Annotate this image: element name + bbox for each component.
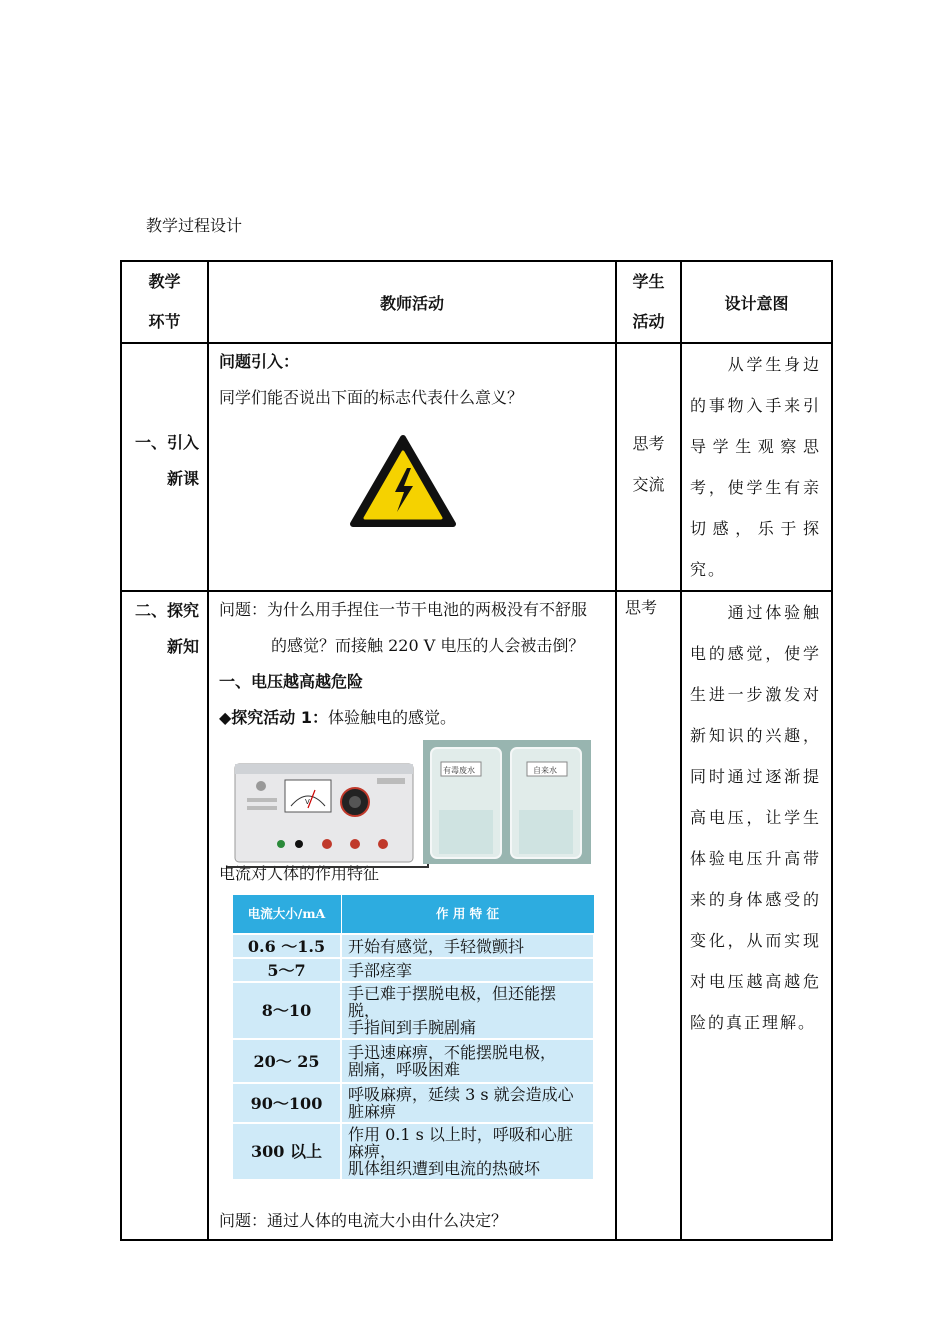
table-row-explore bbox=[121, 591, 832, 1240]
stage-explore-line2: 新知 bbox=[166, 637, 199, 656]
design-intro: 从学生身边的事物入手来引导学生观察思考，使学生有亲切感，乐于探究。 bbox=[681, 343, 832, 591]
effect-line: 手指间到手腕剧痛 bbox=[348, 1018, 477, 1037]
teaching-process-table bbox=[120, 260, 833, 1241]
current-header-effect: 作 用 特 征 bbox=[341, 895, 594, 935]
header-design: 设计意图 bbox=[681, 261, 832, 343]
current-effect bbox=[341, 1083, 594, 1123]
effect-line: 剧痛，呼吸困难 bbox=[348, 1060, 461, 1079]
current-range: 5～7 bbox=[232, 958, 341, 982]
current-range: 300 以上 bbox=[232, 1123, 341, 1180]
high-voltage-warning-sign bbox=[349, 434, 457, 530]
header-stage-line1: 教学 bbox=[148, 272, 181, 291]
table-row bbox=[232, 1123, 594, 1180]
current-effect bbox=[341, 982, 594, 1039]
page-heading: 教学过程设计 bbox=[146, 216, 243, 235]
experiment-photos bbox=[219, 740, 607, 870]
power-supply-image bbox=[227, 758, 425, 864]
student-explore: 思考 bbox=[616, 591, 681, 1240]
stage-intro-line2: 新课 bbox=[166, 469, 199, 488]
stage-explore-line1: 二、探究 bbox=[134, 601, 199, 620]
teacher-explore bbox=[208, 591, 616, 1240]
header-stage-line2: 环节 bbox=[148, 312, 181, 331]
student-intro-line1: 思考 bbox=[632, 434, 665, 453]
effect-line: 作用 0.1 s 以上时，呼吸和心脏麻痹， bbox=[348, 1125, 573, 1161]
design-explore: 通过体验触电的感觉，使学生进一步激发对新知识的兴趣，同时通过逐渐提高电压，让学生体验电压升高带来的身体感受的变化，从而实现对电压越高越危险的真正理解。 bbox=[681, 591, 832, 1240]
student-intro-line2: 交流 bbox=[632, 475, 665, 494]
power-supply-photo bbox=[227, 758, 429, 868]
intro-question: 同学们能否说出下面的标志代表什么意义？ bbox=[219, 388, 524, 407]
header-teacher: 教师活动 bbox=[208, 261, 616, 343]
stage-intro-line1: 一、引入 bbox=[134, 433, 199, 452]
effect-line: 手迅速麻痹，不能摆脱电极， bbox=[348, 1043, 557, 1062]
explore-question-line1: 问题：为什么用手捏住一节干电池的两极没有不舒服 bbox=[219, 600, 588, 619]
explore-activity bbox=[219, 700, 607, 736]
current-header-range: 电流大小/mA bbox=[232, 895, 341, 935]
current-range: 8～10 bbox=[232, 982, 341, 1039]
effect-line: 手已难于摆脱电极，但还能摆脱， bbox=[348, 984, 557, 1020]
intro-title: 问题引入： bbox=[219, 352, 300, 371]
beaker-right-label: 自来水 bbox=[533, 766, 557, 775]
current-range: 0.6 ～1.5 bbox=[232, 934, 341, 958]
current-range: 20～ 25 bbox=[232, 1039, 341, 1083]
beakers-photo bbox=[423, 740, 591, 864]
explore-question-line2: 的感觉？而接触 220 V 电压的人会被击倒？ bbox=[271, 636, 585, 655]
table-header-row bbox=[121, 261, 832, 343]
table-row bbox=[232, 982, 594, 1039]
effect-line: 手部痉挛 bbox=[348, 960, 413, 980]
header-stage bbox=[121, 261, 208, 343]
current-effect bbox=[341, 1039, 594, 1083]
current-effects-table bbox=[231, 894, 595, 1181]
stage-intro bbox=[121, 343, 208, 591]
table-row-intro bbox=[121, 343, 832, 591]
effect-line: 开始有感觉，手轻微颤抖 bbox=[348, 936, 525, 956]
current-effect bbox=[341, 934, 594, 958]
dial-label: V bbox=[305, 798, 310, 806]
effect-line: 呼吸麻痹，延续 3 s 就会造成心脏麻痹 bbox=[348, 1085, 574, 1121]
beaker-left-label: 有毒废水 bbox=[443, 766, 475, 775]
explore-subheading: 一、电压越高越危险 bbox=[219, 672, 364, 691]
header-student-line1: 学生 bbox=[632, 272, 665, 291]
header-student bbox=[616, 261, 681, 343]
explore-question-2: 问题：通过人体的电流大小由什么决定？ bbox=[219, 1211, 508, 1230]
table-row bbox=[232, 958, 594, 982]
header-student-line2: 活动 bbox=[632, 312, 665, 331]
table-row bbox=[232, 1039, 594, 1083]
current-effect bbox=[341, 958, 594, 982]
effect-line: 肌体组织遭到电流的热破坏 bbox=[348, 1159, 541, 1178]
stage-explore bbox=[121, 591, 208, 1240]
teacher-intro bbox=[208, 343, 616, 591]
activity-label: ◆探究活动 1： bbox=[219, 708, 329, 727]
activity-text: 体验触电的感觉。 bbox=[328, 708, 457, 727]
current-caption: 电流对人体的作用特征 bbox=[219, 864, 380, 883]
current-table-header bbox=[232, 895, 594, 935]
table-row bbox=[232, 934, 594, 958]
table-row bbox=[232, 1083, 594, 1123]
student-intro bbox=[616, 343, 681, 591]
current-range: 90～100 bbox=[232, 1083, 341, 1123]
beakers-image bbox=[423, 740, 591, 864]
lightning-warning-icon bbox=[349, 434, 457, 530]
current-effect bbox=[341, 1123, 594, 1180]
